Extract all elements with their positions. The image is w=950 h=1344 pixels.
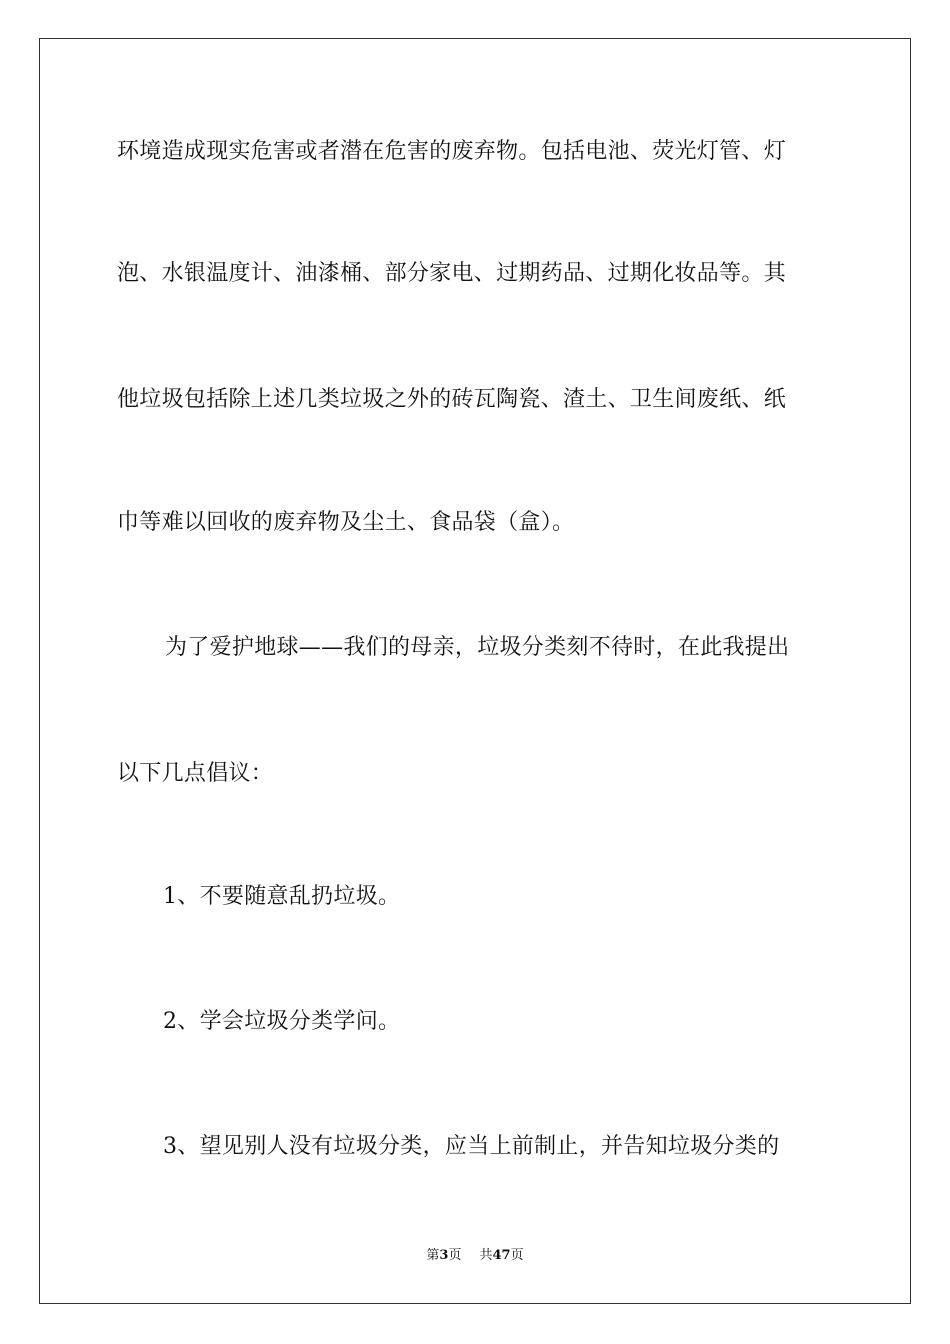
list-item: 1、不要随意乱扔垃圾。	[163, 884, 401, 909]
paragraph-line: 环境造成现实危害或者潜在危害的废弃物。包括电池、荧光灯管、灯	[117, 139, 787, 164]
total-suffix: 页	[510, 1248, 524, 1263]
paragraph-line: 巾等难以回收的废弃物及尘土、食品袋（盒）。	[117, 510, 575, 535]
page-footer	[0, 1247, 950, 1265]
paragraph-line: 为了爱护地球——我们的母亲，垃圾分类刻不待时，在此我提出	[165, 635, 790, 660]
total-pages: 47	[492, 1248, 511, 1263]
page-border	[39, 38, 911, 1304]
list-item: 2、学会垃圾分类学问。	[163, 1009, 401, 1034]
page-suffix: 页	[448, 1248, 462, 1263]
page-prefix: 第	[426, 1248, 440, 1263]
total-prefix: 共	[479, 1248, 493, 1263]
paragraph-line: 以下几点倡议：	[117, 761, 274, 786]
page-number: 3	[439, 1248, 449, 1263]
list-item: 3、望见别人没有垃圾分类，应当上前制止，并告知垃圾分类的	[163, 1134, 780, 1159]
paragraph-line: 泡、水银温度计、油漆桶、部分家电、过期药品、过期化妆品等。其	[117, 261, 787, 286]
paragraph-line: 他垃圾包括除上述几类垃圾之外的砖瓦陶瓷、渣土、卫生间废纸、纸	[117, 387, 787, 412]
